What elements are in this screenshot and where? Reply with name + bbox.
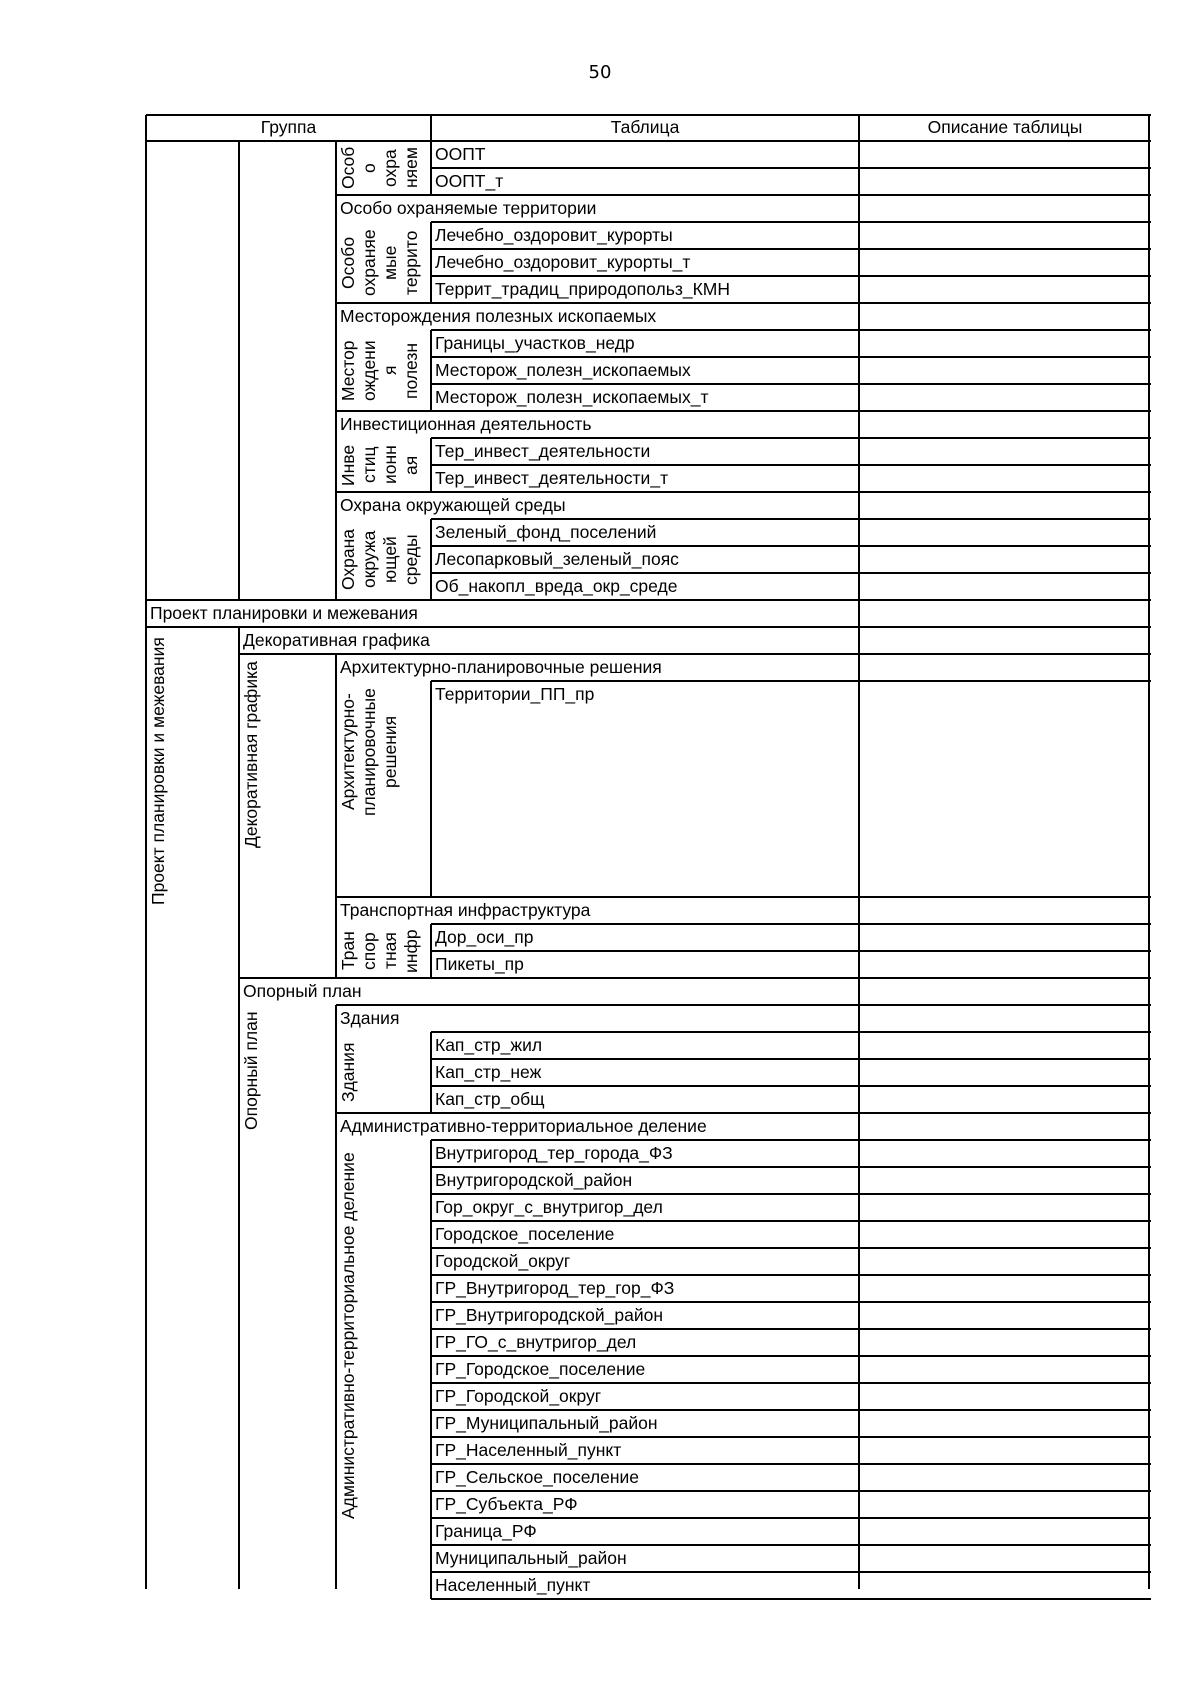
column-divider [335,141,337,195]
page-number: 50 [588,62,612,83]
group-vertical-label: Тран спор тная инфр [338,929,421,973]
group-vertical-label: Местор ождени я полезн [338,340,421,401]
table-name-cell: ГР_Сельское_поселение [435,1467,640,1487]
table-name-cell: Лечебно_оздоровит_курорты_т [435,252,691,272]
table-name-cell: ООПТ [435,144,486,164]
table-name-cell: Гор_округ_с_внутригор_дел [435,1197,663,1217]
table-name-cell: Месторож_полезн_ископаемых [435,360,691,380]
group-vertical-label: Здания [338,1042,358,1103]
table-name-cell: Городской_округ [435,1251,571,1271]
column-divider [238,627,240,1589]
group-table [146,115,1151,1595]
table-name-cell: ООПТ_т [435,171,504,191]
row-divider [431,1598,1151,1600]
group-title-row: Инвестиционная деятельность [340,414,592,434]
table-name-cell: ГР_Внутригородской_район [435,1305,663,1325]
section-title-row: Декоративная графика [243,630,430,650]
column-divider [430,924,432,978]
column-divider [335,411,337,492]
table-name-cell: ГР_Городское_поселение [435,1359,646,1379]
column-divider [430,330,432,411]
group-vertical-label: Особо охраняе мые террито [338,229,421,296]
table-name-cell: Муниципальный_район [435,1548,627,1568]
column-divider [430,222,432,303]
header-table: Таблица [610,117,680,137]
section-vertical-label: Декоративная графика [241,661,261,849]
group-vertical-label: Охрана окружа ющей среды [338,528,421,591]
table-name-cell: Месторож_полезн_ископаемых_т [435,387,709,407]
group-title-row: Особо охраняемые территории [340,198,597,218]
table-name-cell: Граница_РФ [435,1521,537,1541]
table-name-cell: ГР_Населенный_пункт [435,1440,622,1460]
column-divider [430,519,432,600]
section-title-row: Опорный план [243,981,362,1001]
table-name-cell: ГР_Муниципальный_район [435,1413,658,1433]
header-group: Группа [260,117,317,137]
column-divider [145,115,147,1589]
table-name-cell: Городское_поселение [435,1224,615,1244]
header-description: Описание таблицы [927,117,1083,137]
column-divider [430,681,432,897]
table-name-cell: Границы_участков_недр [435,333,635,353]
column-divider [430,141,432,195]
row-divider [146,114,1151,116]
column-divider [335,654,337,978]
group-vertical-label: Инве стиц ионн ая [338,444,421,486]
table-name-cell: ГР_Городской_округ [435,1386,602,1406]
group-title-row: Охрана окружающей среды [340,495,566,515]
table-name-cell: Населенный_пункт [435,1575,591,1595]
column-divider [430,438,432,492]
column-divider [1148,115,1150,1589]
table-name-cell: Об_накопл_вреда_окр_среде [435,576,678,596]
table-name-cell: ГР_Субъекта_РФ [435,1494,578,1514]
table-name-cell: Пикеты_пр [435,954,524,974]
table-name-cell: Тер_инвест_деятельности [435,441,651,461]
table-name-cell: ГР_Внутригород_тер_гор_ФЗ [435,1278,675,1298]
table-name-cell: Кап_стр_общ [435,1089,545,1109]
table-name-cell: ГР_ГО_с_внутригор_дел [435,1332,637,1352]
table-name-cell: Зеленый_фонд_поселений [435,522,657,542]
column-divider [335,195,337,303]
table-name-cell: Дор_оси_пр [435,927,534,947]
table-name-cell: Тер_инвест_деятельности_т [435,468,669,488]
group-title-row: Месторождения полезных ископаемых [340,306,657,326]
table-name-cell: Кап_стр_жил [435,1035,543,1055]
section-vertical-label: Проект планировки и межевания [148,637,168,905]
section-title-row: Проект планировки и межевания [150,603,418,623]
table-name-cell: Территории_ПП_пр [435,684,595,704]
column-divider [335,1005,337,1589]
table-name-cell: Внутригородской_район [435,1170,633,1190]
table-name-cell: Лесопарковый_зеленый_пояс [435,549,679,569]
column-divider [430,1032,432,1113]
column-divider [335,303,337,411]
group-vertical-label: Особ о охра няем [338,146,421,190]
column-divider [238,141,240,600]
table-name-cell: Внутригород_тер_города_ФЗ [435,1143,673,1163]
column-divider [430,115,432,141]
column-divider [858,115,860,1589]
group-title-row: Административно-территориальное деление [340,1116,707,1136]
column-divider [335,492,337,600]
table-name-cell: Кап_стр_неж [435,1062,542,1082]
group-title-row: Здания [340,1008,400,1028]
group-title-row: Архитектурно-планировочные решения [340,657,662,677]
table-name-cell: Лечебно_оздоровит_курорты [435,225,673,245]
group-title-row: Транспортная инфраструктура [340,900,591,920]
table-name-cell: Террит_традиц_природопольз_КМН [435,279,730,299]
group-vertical-label: Архитектурно- планировочные решения [338,688,400,816]
column-divider [430,1140,432,1599]
section-vertical-label: Опорный план [241,1011,261,1131]
group-vertical-label: Административно-территориальное деление [338,1152,358,1520]
